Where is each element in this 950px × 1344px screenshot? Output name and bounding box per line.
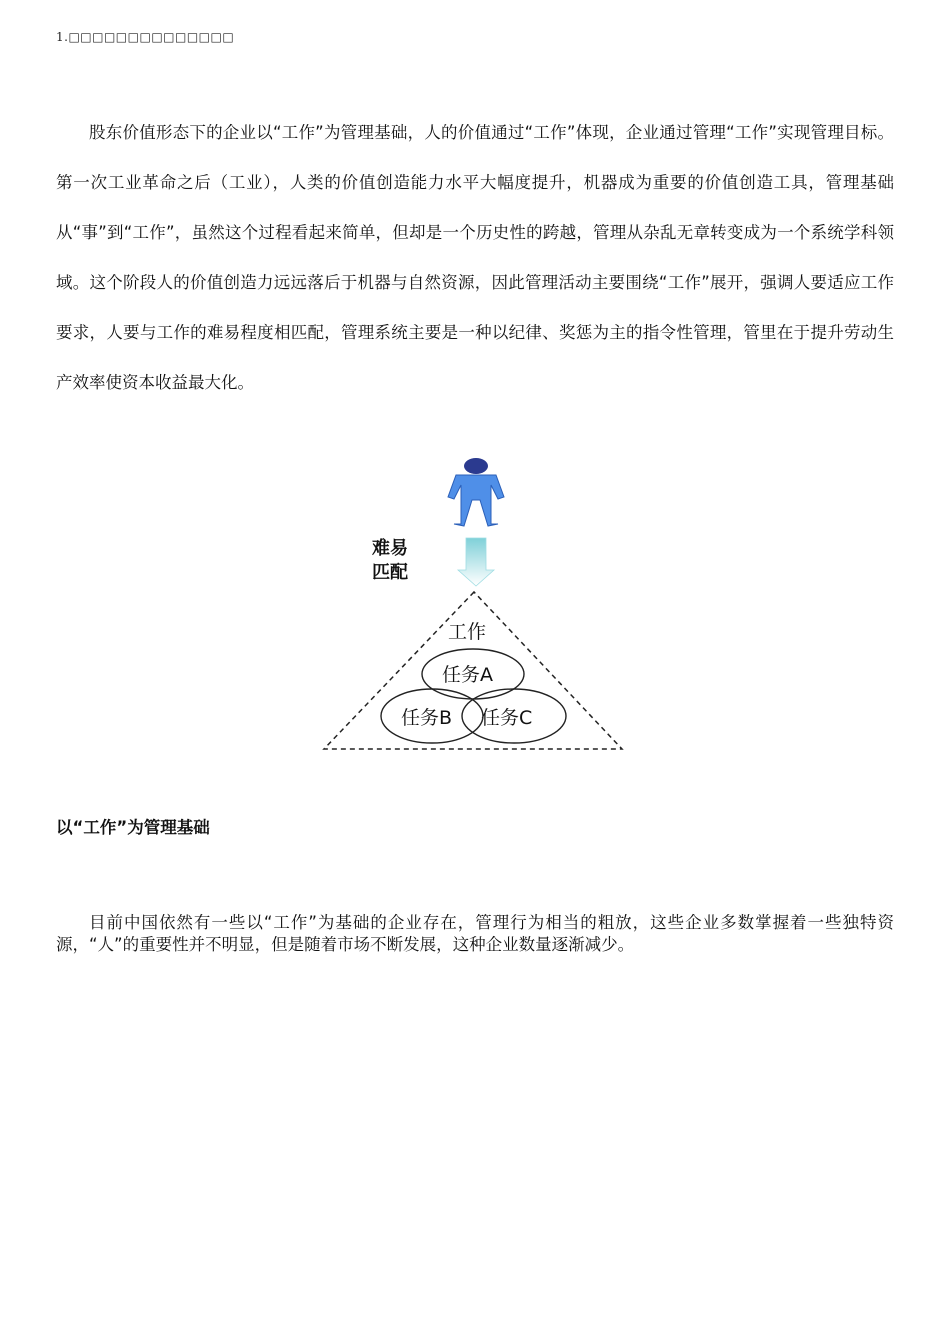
person-icon	[448, 458, 504, 526]
paragraph-china-enterprises: 目前中国依然有一些以“工作”为基础的企业存在，管理行为相当的粗放，这些企业多数掌握着一些独特资源，“人”的重要性并不明显，但是随着市场不断发展，这种企业数量逐渐减少。	[56, 913, 894, 954]
triangle-label-work: 工作	[448, 621, 487, 643]
down-arrow-icon	[458, 538, 494, 586]
diagram-svg	[310, 452, 640, 762]
task-c-label: 任务C	[481, 707, 533, 729]
work-matching-diagram	[310, 452, 640, 762]
task-a-label: 任务A	[442, 664, 493, 686]
arrow-label-line-1: 难易	[372, 538, 408, 559]
arrow-label-line-2: 匹配	[372, 562, 408, 583]
section-heading: 以“工作”为管理基础	[56, 818, 210, 837]
paragraph-work-based-management: 股东价值形态下的企业以“工作”为管理基础，人的价值通过“工作”体现，企业通过管理“工作”实现管理目标。第一次工业革命之后（工业），人类的价值创造能力水平大幅度提升，机器成为重要的价值创造工具，管理基础从“事”到“工作”，虽然这个过程看起来简单，但却是一个历史性的跨越，管理从杂乱无章转变成为一个系统学科领域。这个阶段人的价值创造力远远落后于机器与自然资源，因此管理活动主要围绕“工作”展开，强调人要适应工作要求，人要与工作的难易程度相匹配，管理系统主要是一种以纪律、奖惩为主的指令性管理，管里在于提升劳动生产效率使资本收益最大化。	[56, 123, 894, 392]
task-b-label: 任务B	[401, 707, 453, 729]
page-header-number: 1.□□□□□□□□□□□□□□	[56, 30, 235, 44]
